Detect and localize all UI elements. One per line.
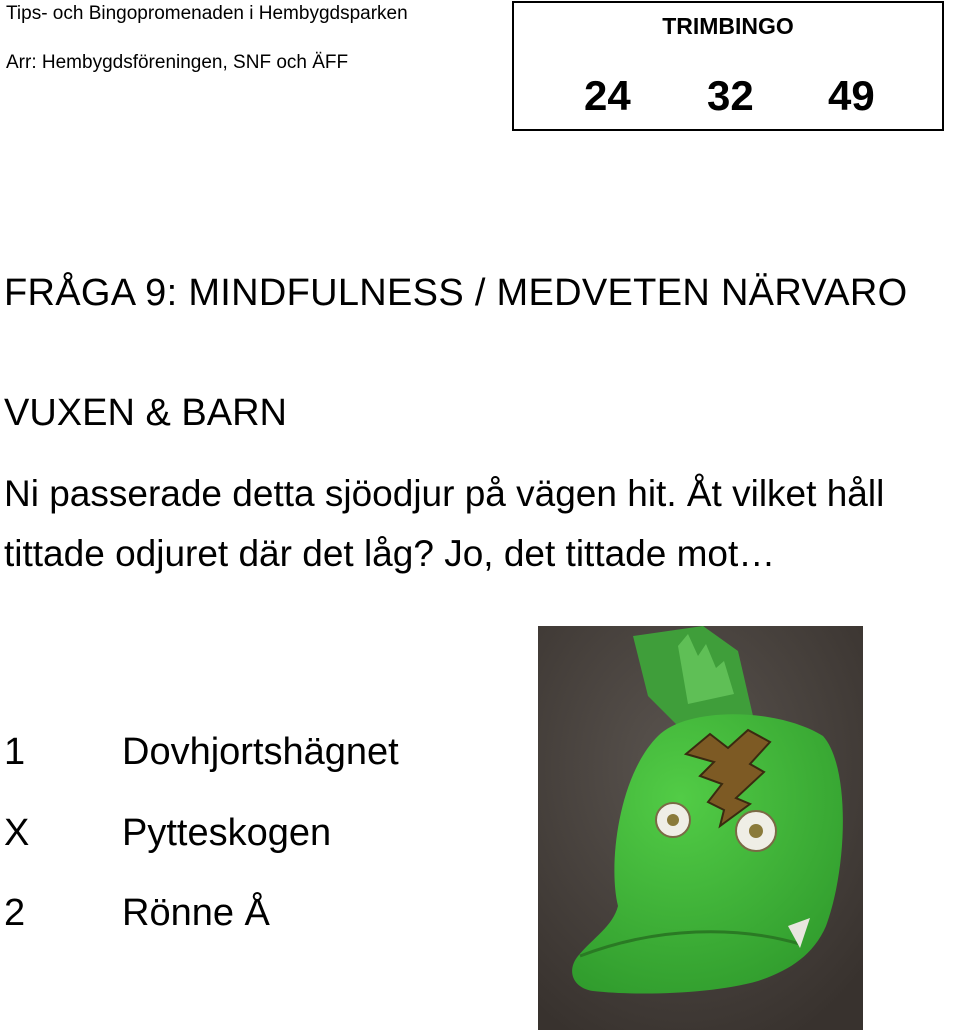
sea-creature-photo — [538, 626, 863, 1030]
trimbingo-number: 49 — [828, 72, 875, 119]
answer-option-label: Rönne Å — [122, 892, 270, 934]
header-organizers: Arr: Hembygdsföreningen, SNF och ÄFF — [6, 52, 349, 73]
trimbingo-title: TRIMBINGO — [662, 13, 794, 39]
answer-option-key: 1 — [4, 731, 26, 773]
trimbingo-number: 32 — [707, 72, 754, 119]
answer-option — [4, 729, 399, 775]
answer-option-key: 2 — [4, 892, 26, 934]
right-pupil — [749, 824, 763, 838]
question-title: FRÅGA 9: MINDFULNESS / MEDVETEN NÄRVARO — [4, 272, 908, 314]
trimbingo-box — [512, 1, 944, 131]
question-text-line: tittade odjuret där det låg? Jo, det tittade mot… — [4, 533, 776, 574]
answer-option-key: X — [4, 812, 30, 854]
question-text-line: Ni passerade detta sjöodjur på vägen hit. Åt vilket håll — [4, 473, 885, 514]
answer-option — [4, 810, 331, 856]
audience-label: VUXEN & BARN — [4, 392, 287, 434]
left-pupil — [667, 814, 679, 826]
answer-option-label: Dovhjortshägnet — [122, 731, 399, 773]
answer-option-label: Pytteskogen — [122, 812, 332, 854]
trimbingo-number: 24 — [584, 72, 631, 119]
answer-option — [4, 890, 270, 936]
header-title: Tips- och Bingopromenaden i Hembygdsparken — [6, 3, 408, 24]
